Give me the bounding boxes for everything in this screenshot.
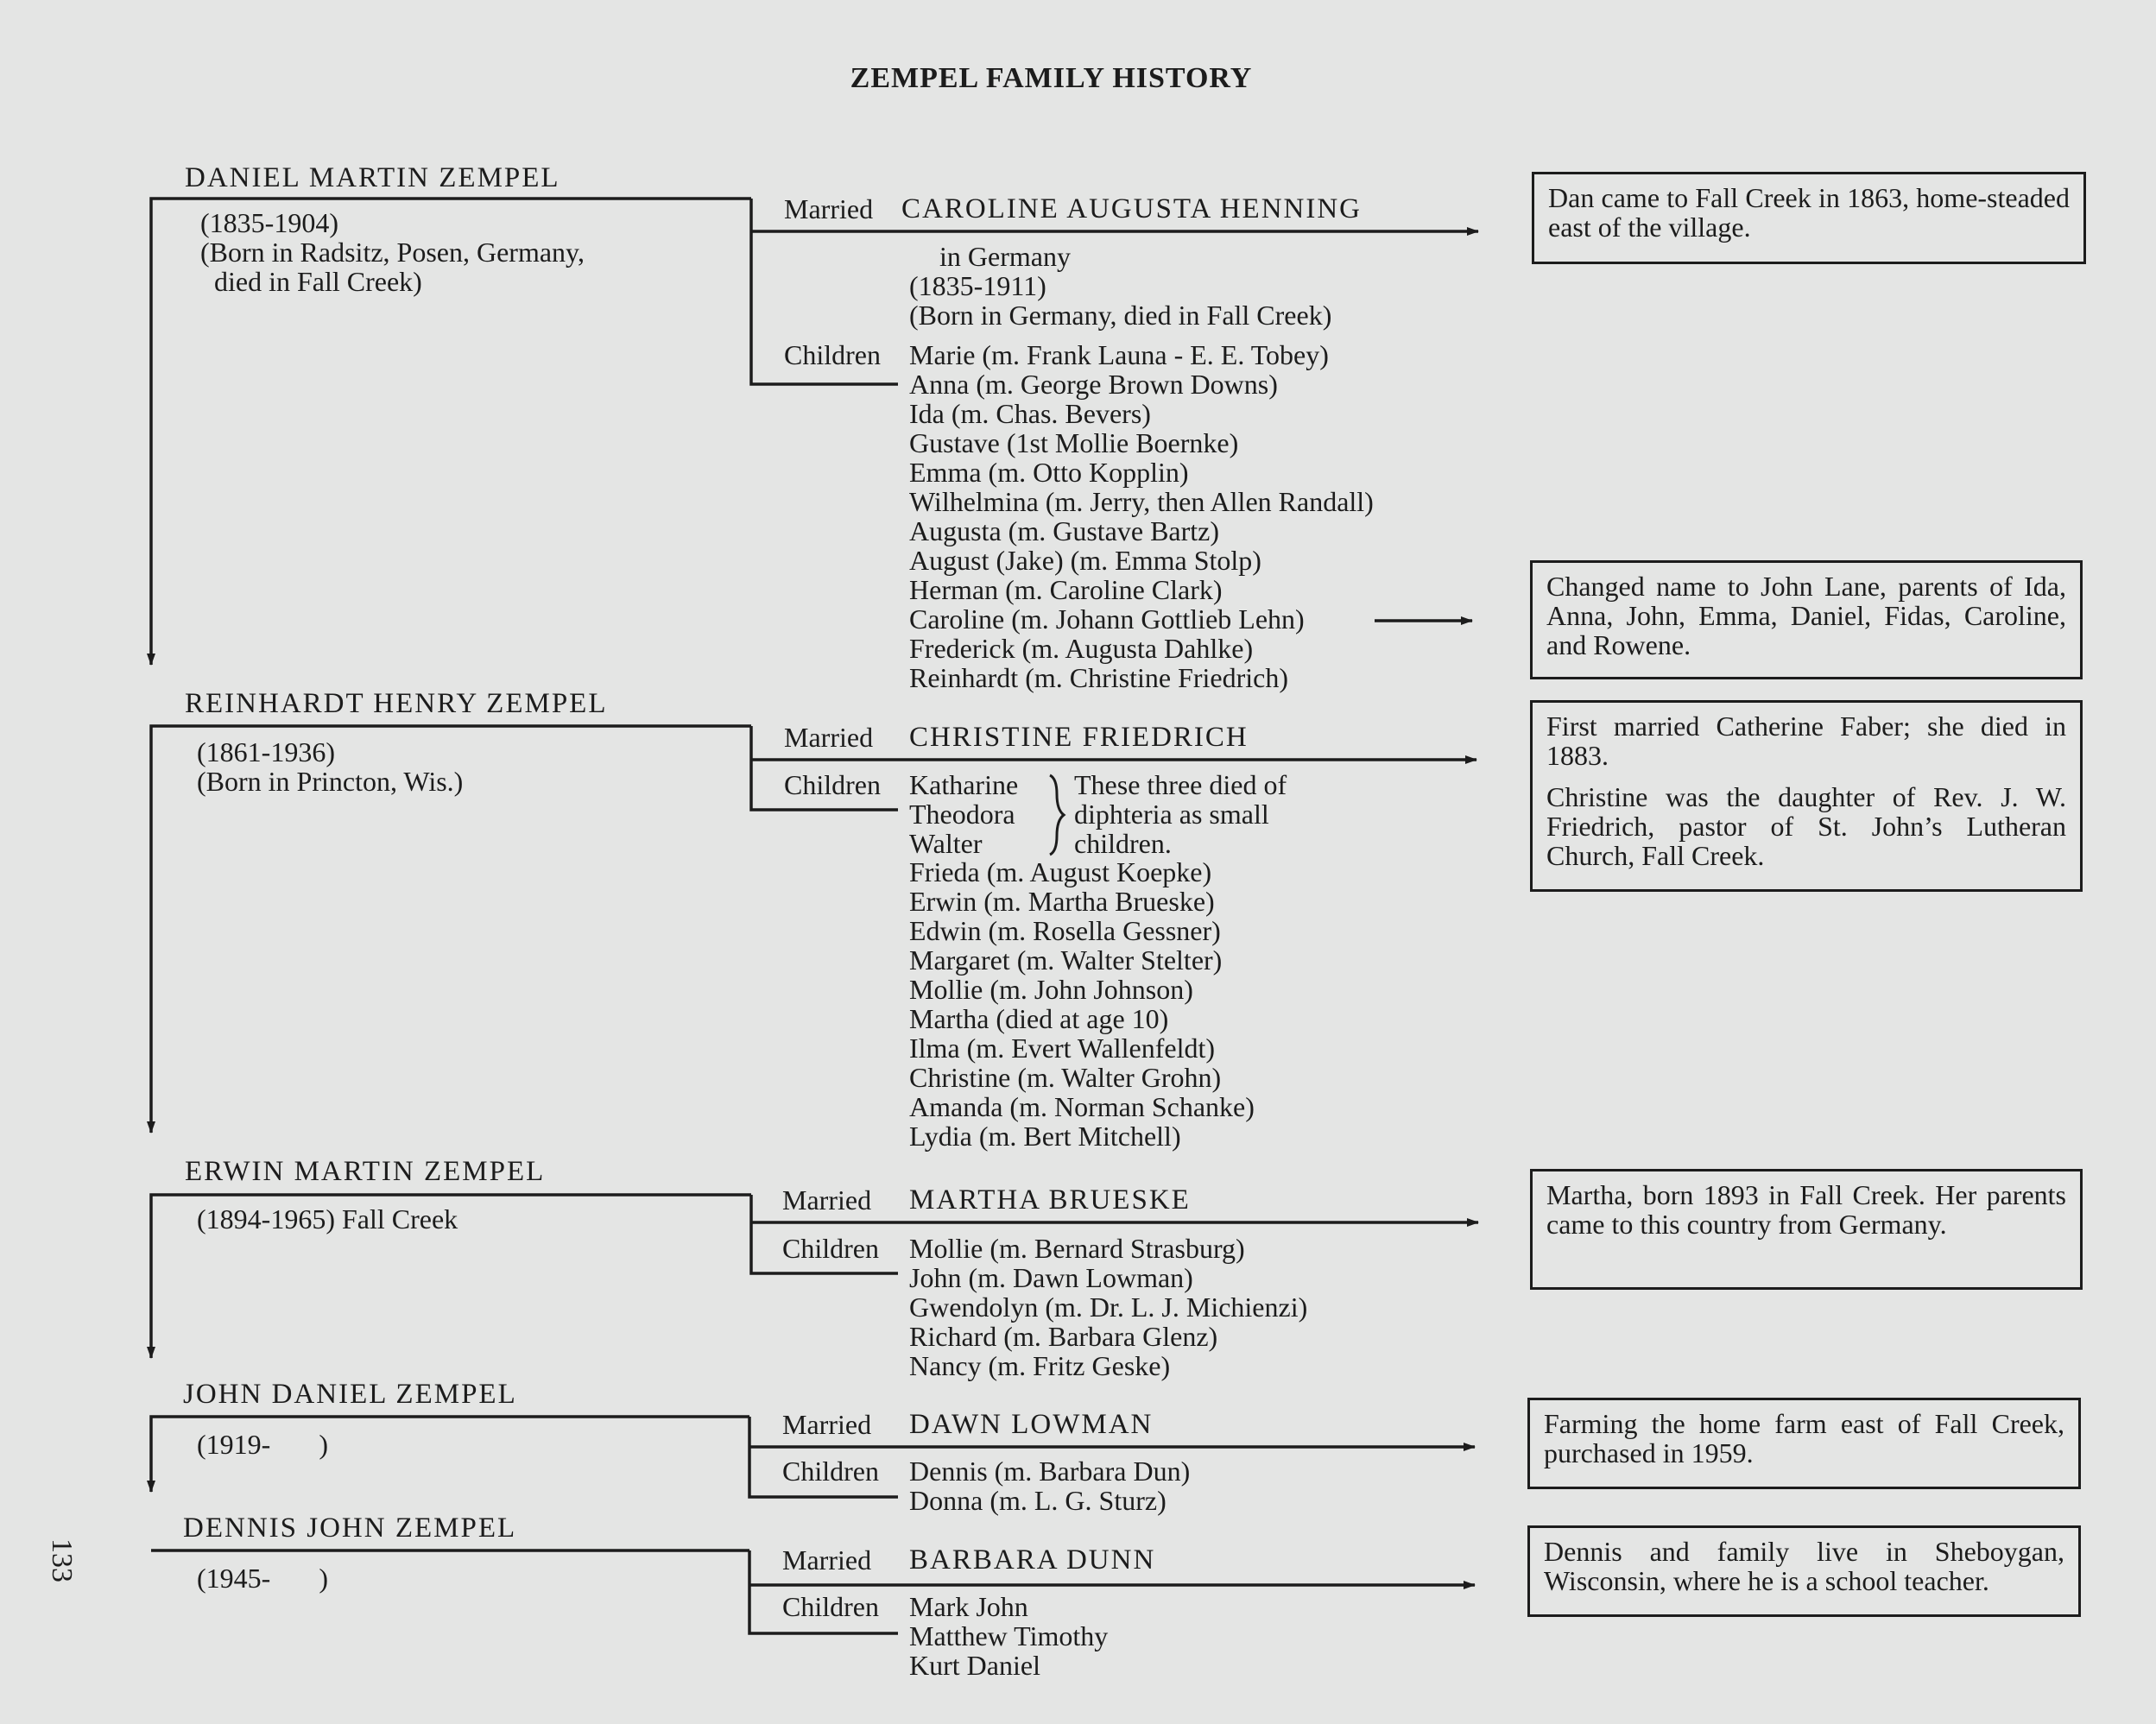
child-item: Gustave (1st Mollie Boernke) bbox=[909, 427, 1239, 458]
gen4-children-list bbox=[909, 1456, 1190, 1515]
child-item: Mollie (m. Bernard Strasburg) bbox=[909, 1233, 1245, 1264]
child-item: Theodora bbox=[909, 799, 1015, 830]
gen3-note-box bbox=[1530, 1169, 2083, 1290]
child-item: Ida (m. Chas. Bevers) bbox=[909, 398, 1151, 429]
curly-brace-icon bbox=[1045, 772, 1067, 858]
gen1-note-box bbox=[1532, 172, 2086, 264]
gen5-children-list bbox=[909, 1592, 1108, 1680]
gen3-spouse-name: MARTHA BRUESKE bbox=[909, 1184, 1191, 1216]
child-item: Donna (m. L. G. Sturz) bbox=[909, 1485, 1167, 1516]
gen4-note: Farming the home farm east of Fall Creek, purchased in 1959. bbox=[1544, 1408, 2064, 1468]
child-item: Katharine bbox=[909, 769, 1019, 800]
gen5-note: Dennis and family live in Sheboygan, Wisconsin, where he is a school teacher. bbox=[1544, 1536, 2064, 1596]
gen1-spouse-detail: (1835-1911) bbox=[909, 270, 1046, 301]
child-item: Herman (m. Caroline Clark) bbox=[909, 574, 1223, 605]
gen1-detail-death: died in Fall Creek) bbox=[214, 266, 422, 297]
child-item: Anna (m. George Brown Downs) bbox=[909, 369, 1278, 400]
child-item: Dennis (m. Barbara Dun) bbox=[909, 1456, 1191, 1487]
child-item: August (Jake) (m. Emma Stolp) bbox=[909, 545, 1261, 576]
gen1-children-list bbox=[909, 340, 1374, 692]
child-item: Walter bbox=[909, 828, 983, 859]
gen5-name: DENNIS JOHN ZEMPEL bbox=[183, 1512, 517, 1544]
page-title: ZEMPEL FAMILY HISTORY bbox=[850, 62, 1253, 94]
gen5-detail-years: (1945- ) bbox=[197, 1563, 328, 1594]
gen5-note-box bbox=[1527, 1525, 2081, 1617]
bracket-note-line: children. bbox=[1074, 828, 1172, 859]
gen2-bracket-children bbox=[909, 770, 1018, 858]
gen2-spouse-name: CHRISTINE FRIEDRICH bbox=[909, 722, 1249, 753]
page-number: 133 bbox=[46, 1538, 78, 1582]
child-item: Augusta (m. Gustave Bartz) bbox=[909, 515, 1220, 546]
gen5-spouse-name: BARBARA DUNN bbox=[909, 1544, 1156, 1576]
child-item: Martha (died at age 10) bbox=[909, 1003, 1169, 1034]
gen3-children-label: Children bbox=[782, 1233, 879, 1264]
gen1-name: DANIEL MARTIN ZEMPEL bbox=[185, 162, 560, 193]
gen3-detail-years: (1894-1965) Fall Creek bbox=[197, 1203, 458, 1235]
gen4-children-label: Children bbox=[782, 1456, 879, 1487]
child-item: Ilma (m. Evert Wallenfeldt) bbox=[909, 1033, 1216, 1064]
child-item: Mollie (m. John Johnson) bbox=[909, 974, 1193, 1005]
gen2-children-label: Children bbox=[784, 769, 881, 800]
caroline-note-box bbox=[1530, 560, 2083, 679]
gen1-detail-years: (1835-1904) bbox=[200, 207, 338, 238]
child-item: Frederick (m. Augusta Dahlke) bbox=[909, 633, 1254, 664]
gen1-note: Dan came to Fall Creek in 1863, home-steaded east of the village. bbox=[1548, 182, 2070, 243]
child-item: Edwin (m. Rosella Gessner) bbox=[909, 915, 1221, 946]
gen1-children-label: Children bbox=[784, 339, 881, 370]
child-item: Margaret (m. Walter Stelter) bbox=[909, 944, 1223, 976]
child-item: Marie (m. Frank Launa - E. E. Tobey) bbox=[909, 339, 1329, 370]
child-item: Mark John bbox=[909, 1591, 1028, 1622]
child-item: Gwendolyn (m. Dr. L. J. Michienzi) bbox=[909, 1291, 1308, 1323]
gen4-married-label: Married bbox=[782, 1409, 872, 1440]
child-item: Nancy (m. Fritz Geske) bbox=[909, 1350, 1171, 1381]
child-item: Wilhelmina (m. Jerry, then Allen Randall) bbox=[909, 486, 1374, 517]
gen2-bracket-note bbox=[1074, 770, 1287, 858]
gen2-note: Christine was the daughter of Rev. J. W. Friedrich, pastor of St. John’s Lutheran Church, Fall Creek. bbox=[1546, 781, 2066, 871]
child-item: John (m. Dawn Lowman) bbox=[909, 1262, 1193, 1293]
gen4-name: JOHN DANIEL ZEMPEL bbox=[183, 1379, 517, 1410]
gen2-children-list bbox=[909, 857, 1255, 1151]
child-item: Lydia (m. Bert Mitchell) bbox=[909, 1121, 1181, 1152]
caroline-note: Changed name to John Lane, parents of Ida, Anna, John, Emma, Daniel, Fidas, Caroline, and Rowene. bbox=[1546, 571, 2066, 660]
gen1-married-label: Married bbox=[784, 193, 874, 224]
child-item: Emma (m. Otto Kopplin) bbox=[909, 457, 1189, 488]
gen4-spouse-name: DAWN LOWMAN bbox=[909, 1409, 1154, 1440]
gen5-children-label: Children bbox=[782, 1591, 879, 1622]
child-item: Reinhardt (m. Christine Friedrich) bbox=[909, 662, 1289, 693]
gen5-married-label: Married bbox=[782, 1544, 872, 1576]
gen2-detail-birth: (Born in Princton, Wis.) bbox=[197, 766, 464, 797]
child-item: Richard (m. Barbara Glenz) bbox=[909, 1321, 1218, 1352]
gen3-married-label: Married bbox=[782, 1184, 872, 1216]
gen3-name: ERWIN MARTIN ZEMPEL bbox=[185, 1156, 546, 1187]
gen2-note: First married Catherine Faber; she died in 1883. bbox=[1546, 710, 2066, 771]
gen3-note: Martha, born 1893 in Fall Creek. Her parents came to this country from Germany. bbox=[1546, 1179, 2066, 1240]
gen1-detail-birth: (Born in Radsitz, Posen, Germany, bbox=[200, 237, 585, 268]
gen1-spouse-name: CAROLINE AUGUSTA HENNING bbox=[901, 193, 1363, 224]
gen3-children-list bbox=[909, 1234, 1307, 1380]
gen4-note-box bbox=[1527, 1398, 2081, 1489]
gen2-married-label: Married bbox=[784, 722, 874, 753]
gen2-name: REINHARDT HENRY ZEMPEL bbox=[185, 688, 608, 719]
child-item: Frieda (m. August Koepke) bbox=[909, 856, 1212, 887]
child-item: Erwin (m. Martha Brueske) bbox=[909, 886, 1215, 917]
child-item: Caroline (m. Johann Gottlieb Lehn) bbox=[909, 603, 1305, 635]
gen2-note-box bbox=[1530, 700, 2083, 892]
gen1-spouse-detail: (Born in Germany, died in Fall Creek) bbox=[909, 300, 1332, 331]
gen2-detail-years: (1861-1936) bbox=[197, 736, 335, 767]
gen4-detail-years: (1919- ) bbox=[197, 1429, 328, 1460]
child-item: Matthew Timothy bbox=[909, 1620, 1109, 1651]
bracket-note-line: These three died of bbox=[1074, 769, 1287, 800]
child-item: Kurt Daniel bbox=[909, 1650, 1040, 1681]
gen1-spouse-detail: in Germany bbox=[939, 241, 1071, 272]
bracket-note-line: diphteria as small bbox=[1074, 799, 1269, 830]
child-item: Amanda (m. Norman Schanke) bbox=[909, 1091, 1255, 1122]
child-item: Christine (m. Walter Grohn) bbox=[909, 1062, 1222, 1093]
